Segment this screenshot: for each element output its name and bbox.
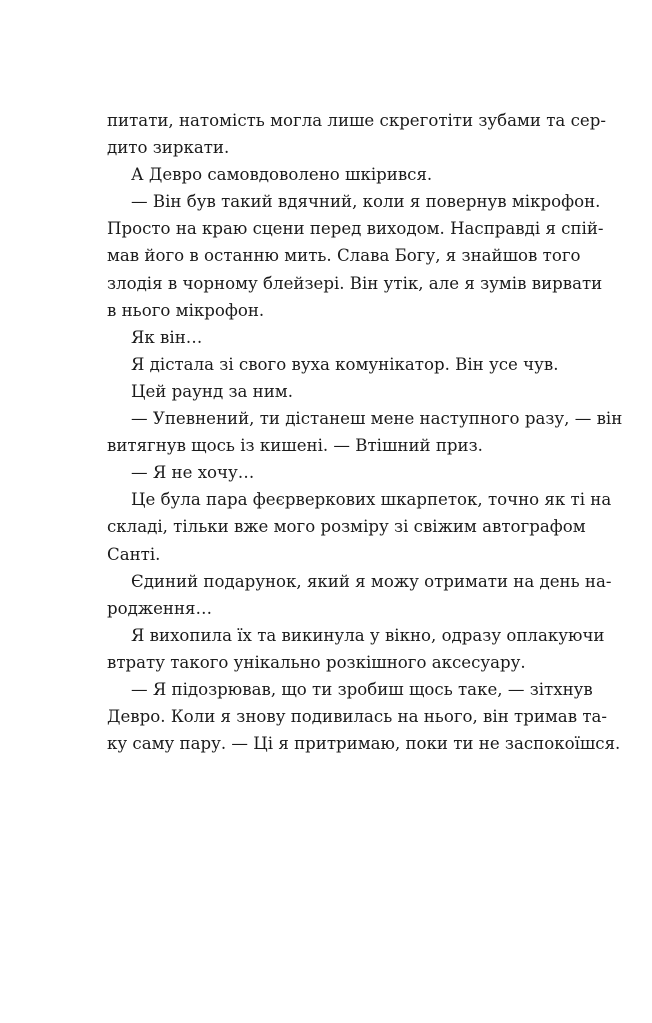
text-line: Це була пара феєрверкових шкарпеток, точно як ті на [131,490,612,510]
text-line: Я вихопила їх та викинула у вікно, одразу оплакуючи [131,625,605,645]
text-line: Санті. [107,544,161,564]
text-line: витягнув щось із кишені. — Втішний приз. [107,436,483,456]
text-line: питати, натомість могла лише скреготіти зубами та сер- [107,111,606,130]
text-line: злодія в чорному блейзері. Він утік, але я зумів вирвати [107,273,603,293]
text-line: Цей раунд за ним. [131,381,293,401]
text-line: — Я не хочу… [131,463,255,483]
text-line: ку саму пару. — Ці я притримаю, поки ти не заспокоїшся. [107,734,621,754]
body-text [107,107,623,757]
text-line: Як він… [131,327,203,347]
text-line: в нього мікрофон. [107,300,265,320]
text-line: Єдиний подарунок, який я можу отримати на день на- [131,571,612,591]
text-line: — Він був такий вдячний, коли я повернув мікрофон. [131,192,601,212]
text-line: А Девро самовдоволено шкірився. [131,165,433,185]
text-line: мав його в останню мить. Слава Богу, я знайшов того [107,246,581,266]
text-line: — Упевнений, ти дістанеш мене наступного разу, — він [131,409,623,429]
text-line: складі, тільки вже мого розміру зі свіжим автографом [107,517,586,537]
text-line: Просто на краю сцени перед виходом. Насправді я спій- [107,219,604,239]
text-line: дито зиркати. [107,138,230,158]
text-line: Девро. Коли я знову подивилась на нього, він тримав та- [107,707,608,727]
text-line: родження… [107,598,213,618]
text-line: — Я підозрював, що ти зробиш щось таке, — зітхнув [131,679,593,699]
text-line: втрату такого унікально розкішного аксесуару. [107,652,526,672]
text-line: Я дістала зі свого вуха комунікатор. Він усе чув. [131,354,559,374]
